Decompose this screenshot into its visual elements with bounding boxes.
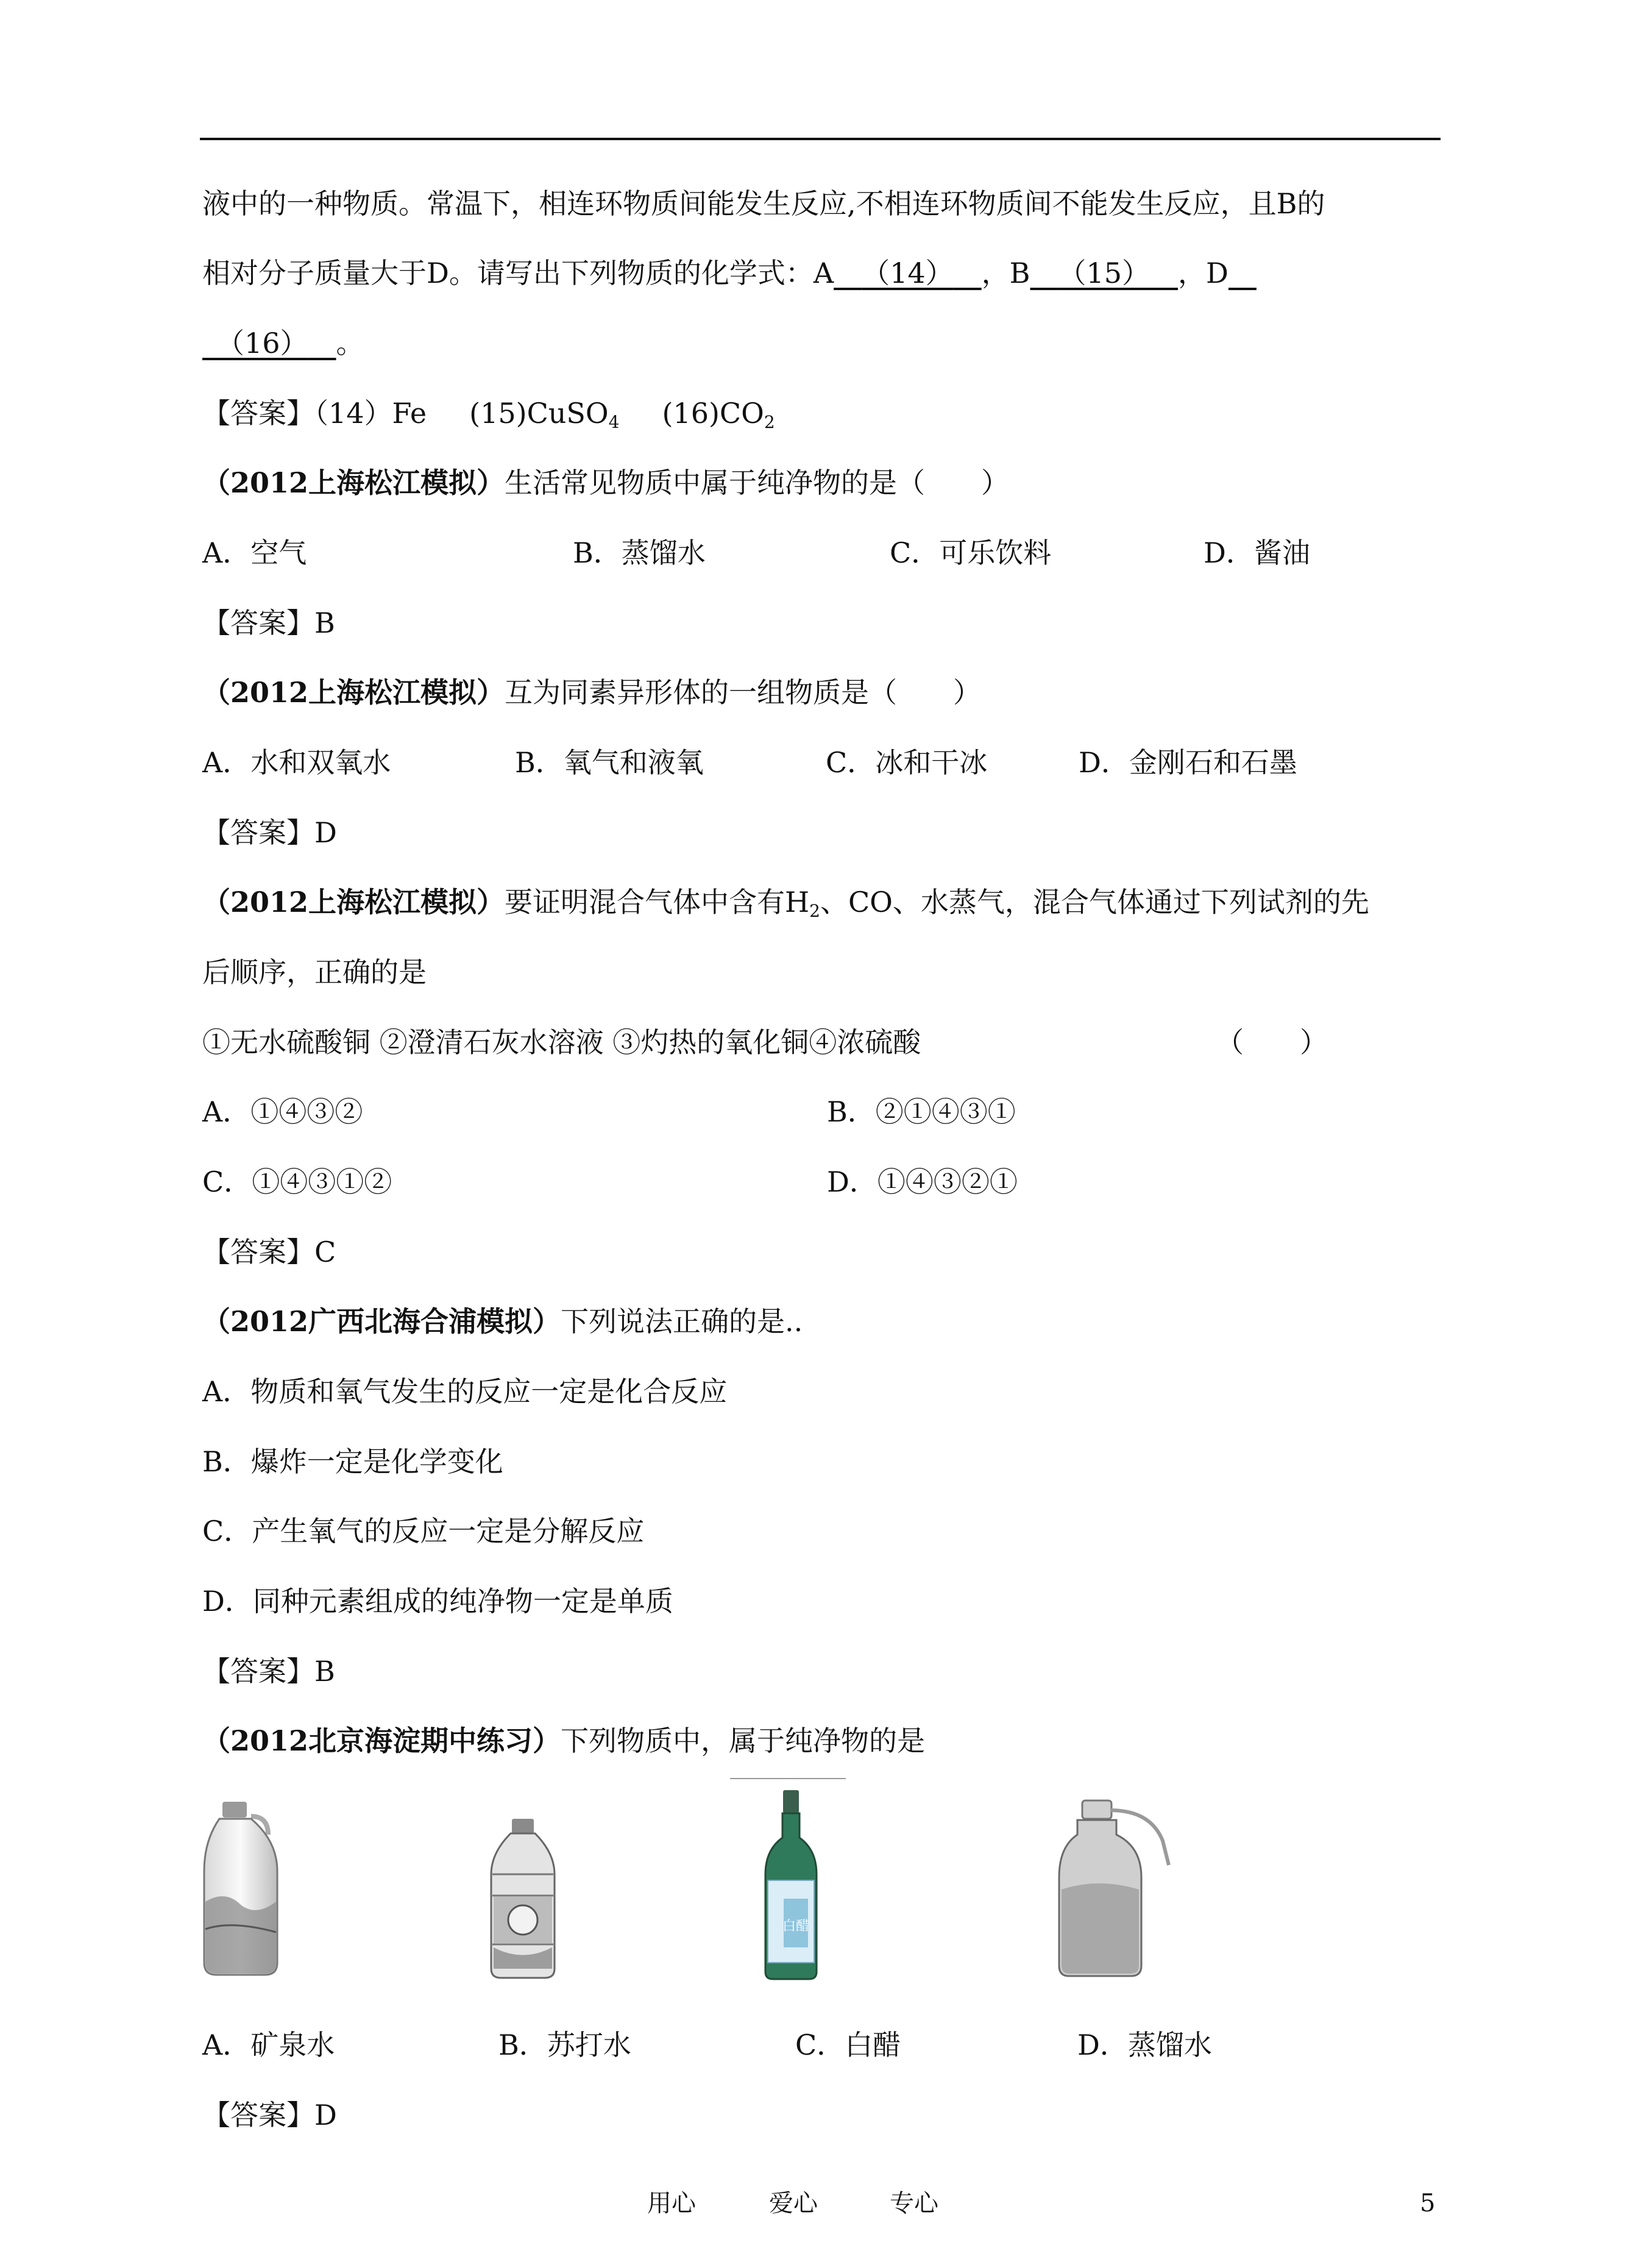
answer-line: 【答案】D	[202, 816, 337, 849]
option-d: D．金刚石和石墨	[1079, 746, 1297, 779]
answer-line: 【答案】D	[202, 2099, 337, 2131]
answer-line: 【答案】B	[202, 606, 335, 639]
footer-word-2: 爱心	[769, 2189, 818, 2217]
image-divider	[730, 1777, 846, 1780]
option-c: C．①④③①②	[202, 1165, 392, 1198]
option-c: C．冰和干冰	[826, 746, 988, 779]
option-a: A．物质和氧气发生的反应一定是化合反应	[202, 1375, 728, 1408]
answer-blank-14: （14）	[862, 257, 954, 290]
option-d: D．蒸馏水	[1077, 2028, 1212, 2061]
white-vinegar-bottle-image	[760, 1789, 821, 1981]
question-source: （2012北京海淀期中练习）	[202, 1724, 561, 1757]
mineral-water-jug-image	[195, 1798, 286, 1981]
option-c: C．白醋	[795, 2028, 901, 2061]
question-source: （2012广西北海合浦模拟）	[202, 1305, 561, 1338]
question-text: 液中的一种物质。常温下，相连环物质间能发生反应,不相连环物质间不能发生反应，且B的	[202, 187, 1325, 220]
question-source: （2012上海松江模拟）	[202, 466, 505, 499]
option-b: B．②①④③①	[827, 1095, 1016, 1128]
option-c: C．产生氧气的反应一定是分解反应	[202, 1515, 645, 1548]
soda-water-bottle-image	[486, 1816, 559, 1981]
answer-line: 【答案】B	[202, 1655, 335, 1688]
option-b: B．苏打水	[498, 2028, 631, 2061]
option-b: B．氧气和液氧	[515, 746, 704, 779]
question-text: 后顺序，正确的是	[202, 956, 427, 989]
option-d: D．①④③②①	[827, 1165, 1018, 1198]
option-d: D．酱油	[1204, 536, 1310, 569]
answer-line: 【答案】C	[202, 1235, 336, 1268]
answer-paren: （ ）	[1216, 1026, 1328, 1059]
distilled-water-wash-bottle-image	[1053, 1798, 1175, 1981]
page-number: 5	[1420, 2189, 1436, 2217]
option-a: A．水和双氧水	[202, 746, 391, 779]
option-a: A．①④③②	[202, 1095, 363, 1128]
answer-blank-15: （15）	[1058, 257, 1150, 290]
option-d: D．同种元素组成的纯净物一定是单质	[202, 1585, 673, 1618]
question-text: 相对分子质量大于D。请写出下列物质的化学式：A （14） ，B （15） ，D	[202, 255, 1257, 291]
answer-blank-16: （16）	[216, 327, 308, 360]
question-stem: （2012上海松江模拟）生活常见物质中属于纯净物的是（ ）	[202, 466, 1010, 499]
option-a: A．空气	[202, 536, 307, 569]
header-rule	[200, 138, 1441, 140]
question-text: （16） 。	[202, 325, 364, 361]
question-stem: （2012广西北海合浦模拟）下列说法正确的是..	[202, 1305, 803, 1338]
option-a: A．矿泉水	[202, 2028, 335, 2061]
vinegar-bottle-label: 白醋	[782, 1919, 810, 1934]
question-stem: （2012上海松江模拟）要证明混合气体中含有$H_2$、CO、水蒸气，混合气体通过下列试剂的先	[202, 886, 1369, 921]
option-c: C．可乐饮料	[890, 536, 1052, 569]
option-b: B．蒸馏水	[573, 536, 706, 569]
question-source: （2012上海松江模拟）	[202, 676, 505, 709]
footer-word-1: 用心	[647, 2189, 696, 2217]
question-stem: （2012北京海淀期中练习）下列物质中，属于纯净物的是	[202, 1724, 926, 1757]
reagent-list: ①无水硫酸铜 ②澄清石灰水溶液 ③灼热的氧化铜④浓硫酸	[202, 1026, 921, 1059]
question-source: （2012上海松江模拟）	[202, 886, 505, 919]
question-stem: （2012上海松江模拟）互为同素异形体的一组物质是（ ）	[202, 676, 982, 709]
answer-line: 【答案】（14）Fe (15)CuSO$_4$ $(16)CO_2$	[202, 397, 775, 432]
footer-word-3: 专心	[890, 2189, 938, 2217]
answer-blank-16-start	[1228, 255, 1257, 291]
option-b: B．爆炸一定是化学变化	[202, 1445, 503, 1478]
